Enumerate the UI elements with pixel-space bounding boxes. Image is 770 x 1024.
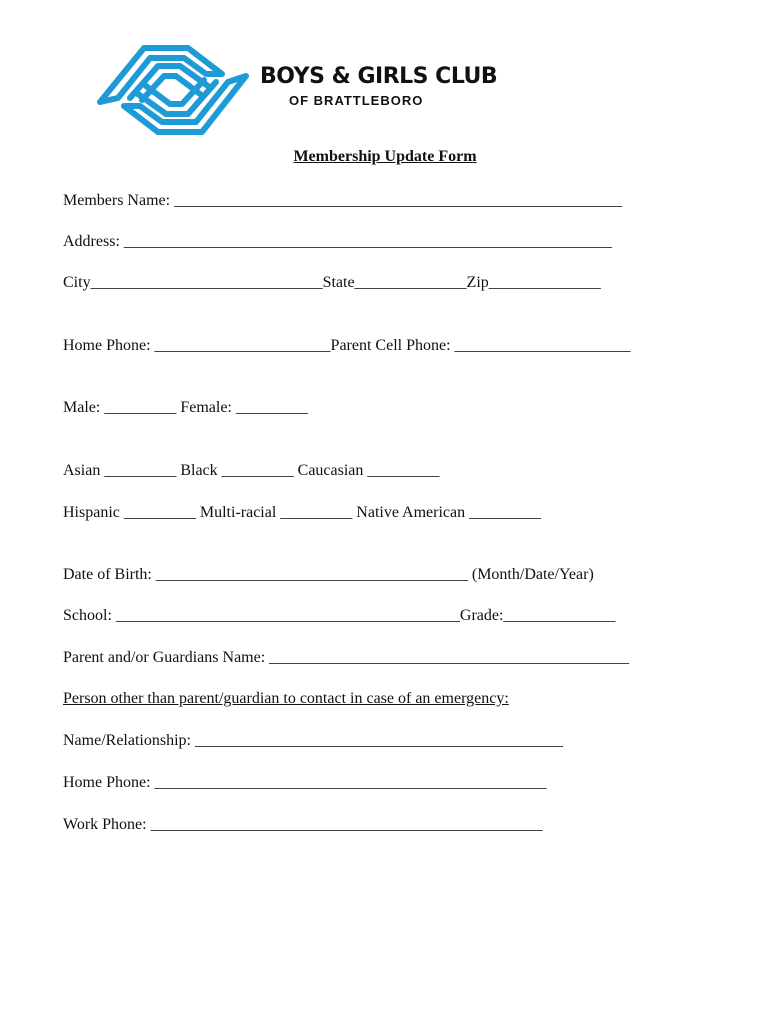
org-name: BOYS & GIRLS CLUB (260, 64, 498, 89)
emergency-home-phone-field[interactable]: Home Phone: _________________________________________________ (63, 774, 547, 791)
date-of-birth-field[interactable]: Date of Birth: _______________________________________ (Month/Date/Year) (63, 566, 594, 583)
guardian-name-field[interactable]: Parent and/or Guardians Name: _____________________________________________ (63, 649, 630, 666)
boys-girls-club-hands-icon (96, 40, 251, 140)
school-grade-field[interactable]: School: ___________________________________________Grade:______________ (63, 607, 616, 624)
city-state-zip-field[interactable]: City_____________________________State______________Zip______________ (63, 274, 601, 291)
gender-field[interactable]: Male: _________ Female: _________ (63, 399, 308, 416)
org-subtitle: OF BRATTLEBORO (289, 93, 424, 108)
ethnicity-field-row-2[interactable]: Hispanic _________ Multi-racial _________ Native American _________ (63, 504, 542, 521)
emergency-name-relationship-field[interactable]: Name/Relationship: ______________________________________________ (63, 732, 563, 749)
emergency-work-phone-field[interactable]: Work Phone: _________________________________________________ (63, 816, 543, 833)
home-and-parent-cell-phone-field[interactable]: Home Phone: ______________________Parent Cell Phone: ______________________ (63, 337, 631, 354)
address-field[interactable]: Address: _____________________________________________________________ (63, 233, 612, 250)
logo (96, 40, 516, 140)
members-name-field[interactable]: Members Name: ________________________________________________________ (63, 192, 623, 209)
form-title: Membership Update Form (293, 148, 477, 165)
emergency-contact-heading: Person other than parent/guardian to contact in case of an emergency: (63, 690, 509, 707)
ethnicity-field-row-1[interactable]: Asian _________ Black _________ Caucasian _________ (63, 462, 440, 479)
